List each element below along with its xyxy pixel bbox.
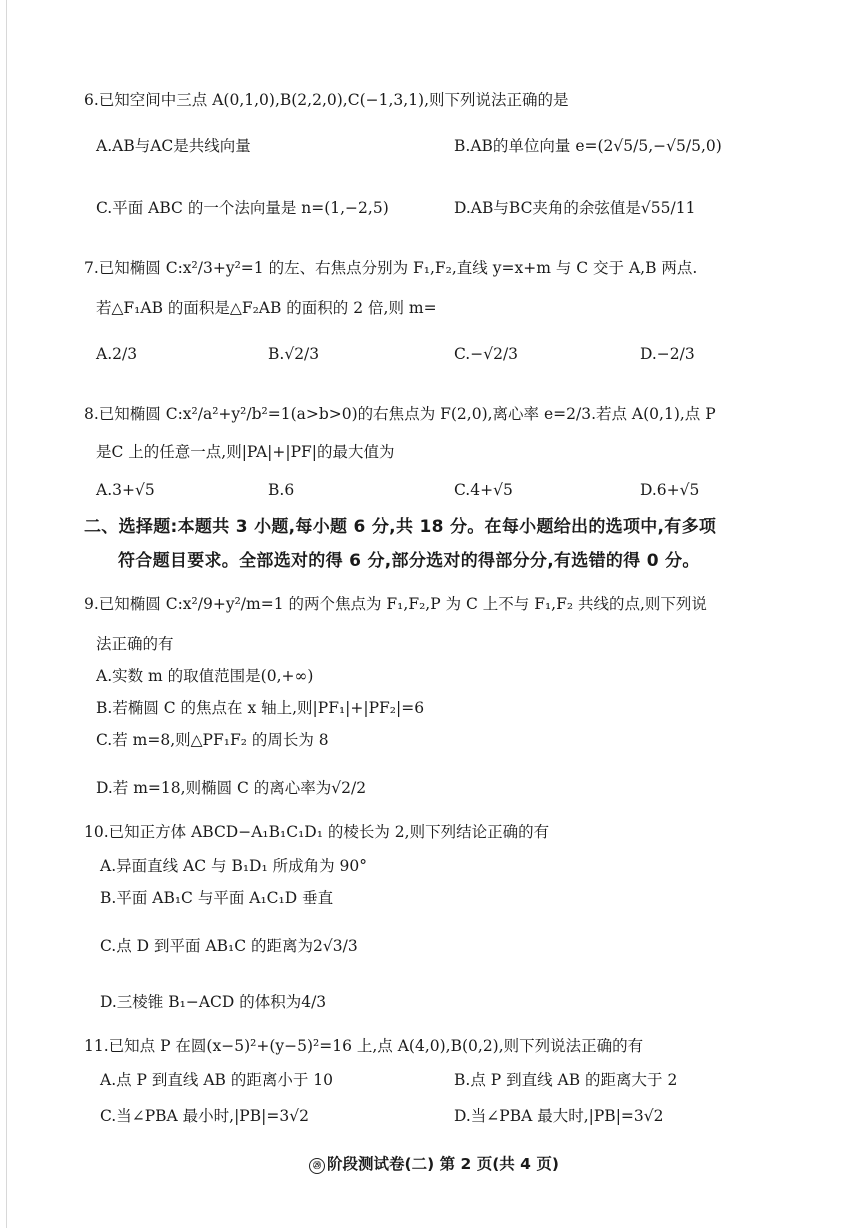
q9-option-c: C.若 m=8,则△PF₁F₂ 的周长为 8 [96,731,329,749]
q11-option-c: C.当∠PBA 最小时,|PB|=3√2 [100,1107,309,1125]
q7-option-a: A.2/3 [96,345,138,363]
q10-option-b: B.平面 AB₁C 与平面 A₁C₁D 垂直 [100,889,334,907]
q7-stem-line2: 若△F₁AB 的面积是△F₂AB 的面积的 2 倍,则 m= [96,299,437,317]
q7-option-d: D.−2/3 [640,345,695,363]
q7-option-c: C.−√2/3 [454,345,519,363]
footer-page-info: 阶段测试卷(二) 第 2 页(共 4 页) [327,1155,559,1173]
q11-stem: 11.已知点 P 在圆(x−5)²+(y−5)²=16 上,点 A(4,0),B(0,2),则下列说法正确的有 [84,1037,644,1055]
q7-option-b: B.√2/3 [268,345,320,363]
q8-option-d: D.6+√5 [640,481,700,499]
edition-badge-icon: ㉙ [309,1158,325,1174]
q6-option-d: D.AB与BC夹角的余弦值是√55/11 [454,199,696,217]
q8-stem-line1: 8.已知椭圆 C:x²/a²+y²/b²=1(a>b>0)的右焦点为 F(2,0),离心率 e=2/3.若点 A(0,1),点 P [84,405,716,423]
q9-option-b: B.若椭圆 C 的焦点在 x 轴上,则|PF₁|+|PF₂|=6 [96,699,425,717]
q6-option-a: A.AB与AC是共线向量 [96,137,251,155]
page-margin-line [6,0,7,1228]
section-2-heading-line2: 符合题目要求。全部选对的得 6 分,部分选对的得部分分,有选错的得 0 分。 [118,551,700,571]
q9-option-d: D.若 m=18,则椭圆 C 的离心率为√2/2 [96,779,367,797]
q10-option-d: D.三棱锥 B₁−ACD 的体积为4/3 [100,993,327,1011]
q9-stem-line2: 法正确的有 [96,635,174,653]
q10-stem: 10.已知正方体 ABCD−A₁B₁C₁D₁ 的棱长为 2,则下列结论正确的有 [84,823,550,841]
q11-option-d: D.当∠PBA 最大时,|PB|=3√2 [454,1107,664,1125]
q6-option-b: B.AB的单位向量 e=(2√5/5,−√5/5,0) [454,137,722,155]
q6-stem: 6.已知空间中三点 A(0,1,0),B(2,2,0),C(−1,3,1),则下列说法正确的是 [84,91,569,109]
q8-option-a: A.3+√5 [96,481,155,499]
q10-option-c: C.点 D 到平面 AB₁C 的距离为2√3/3 [100,937,358,955]
q10-option-a: A.异面直线 AC 与 B₁D₁ 所成角为 90° [100,857,368,875]
q11-option-a: A.点 P 到直线 AB 的距离小于 10 [100,1071,333,1089]
q8-stem-line2: 是C 上的任意一点,则|PA|+|PF|的最大值为 [96,443,395,461]
q7-stem-line1: 7.已知椭圆 C:x²/3+y²=1 的左、右焦点分别为 F₁,F₂,直线 y=x+m 与 C 交于 A,B 两点. [84,259,698,277]
q9-option-a: A.实数 m 的取值范围是(0,+∞) [96,667,314,685]
q8-option-c: C.4+√5 [454,481,513,499]
q8-option-b: B.6 [268,481,295,499]
section-2-heading-line1: 二、选择题:本题共 3 小题,每小题 6 分,共 18 分。在每小题给出的选项中,有多项 [84,517,717,537]
q6-option-c: C.平面 ABC 的一个法向量是 n=(1,−2,5) [96,199,389,217]
q11-option-b: B.点 P 到直线 AB 的距离大于 2 [454,1071,678,1089]
q9-stem-line1: 9.已知椭圆 C:x²/9+y²/m=1 的两个焦点为 F₁,F₂,P 为 C 上不与 F₁,F₂ 共线的点,则下列说 [84,595,707,613]
page-footer [0,1152,868,1174]
